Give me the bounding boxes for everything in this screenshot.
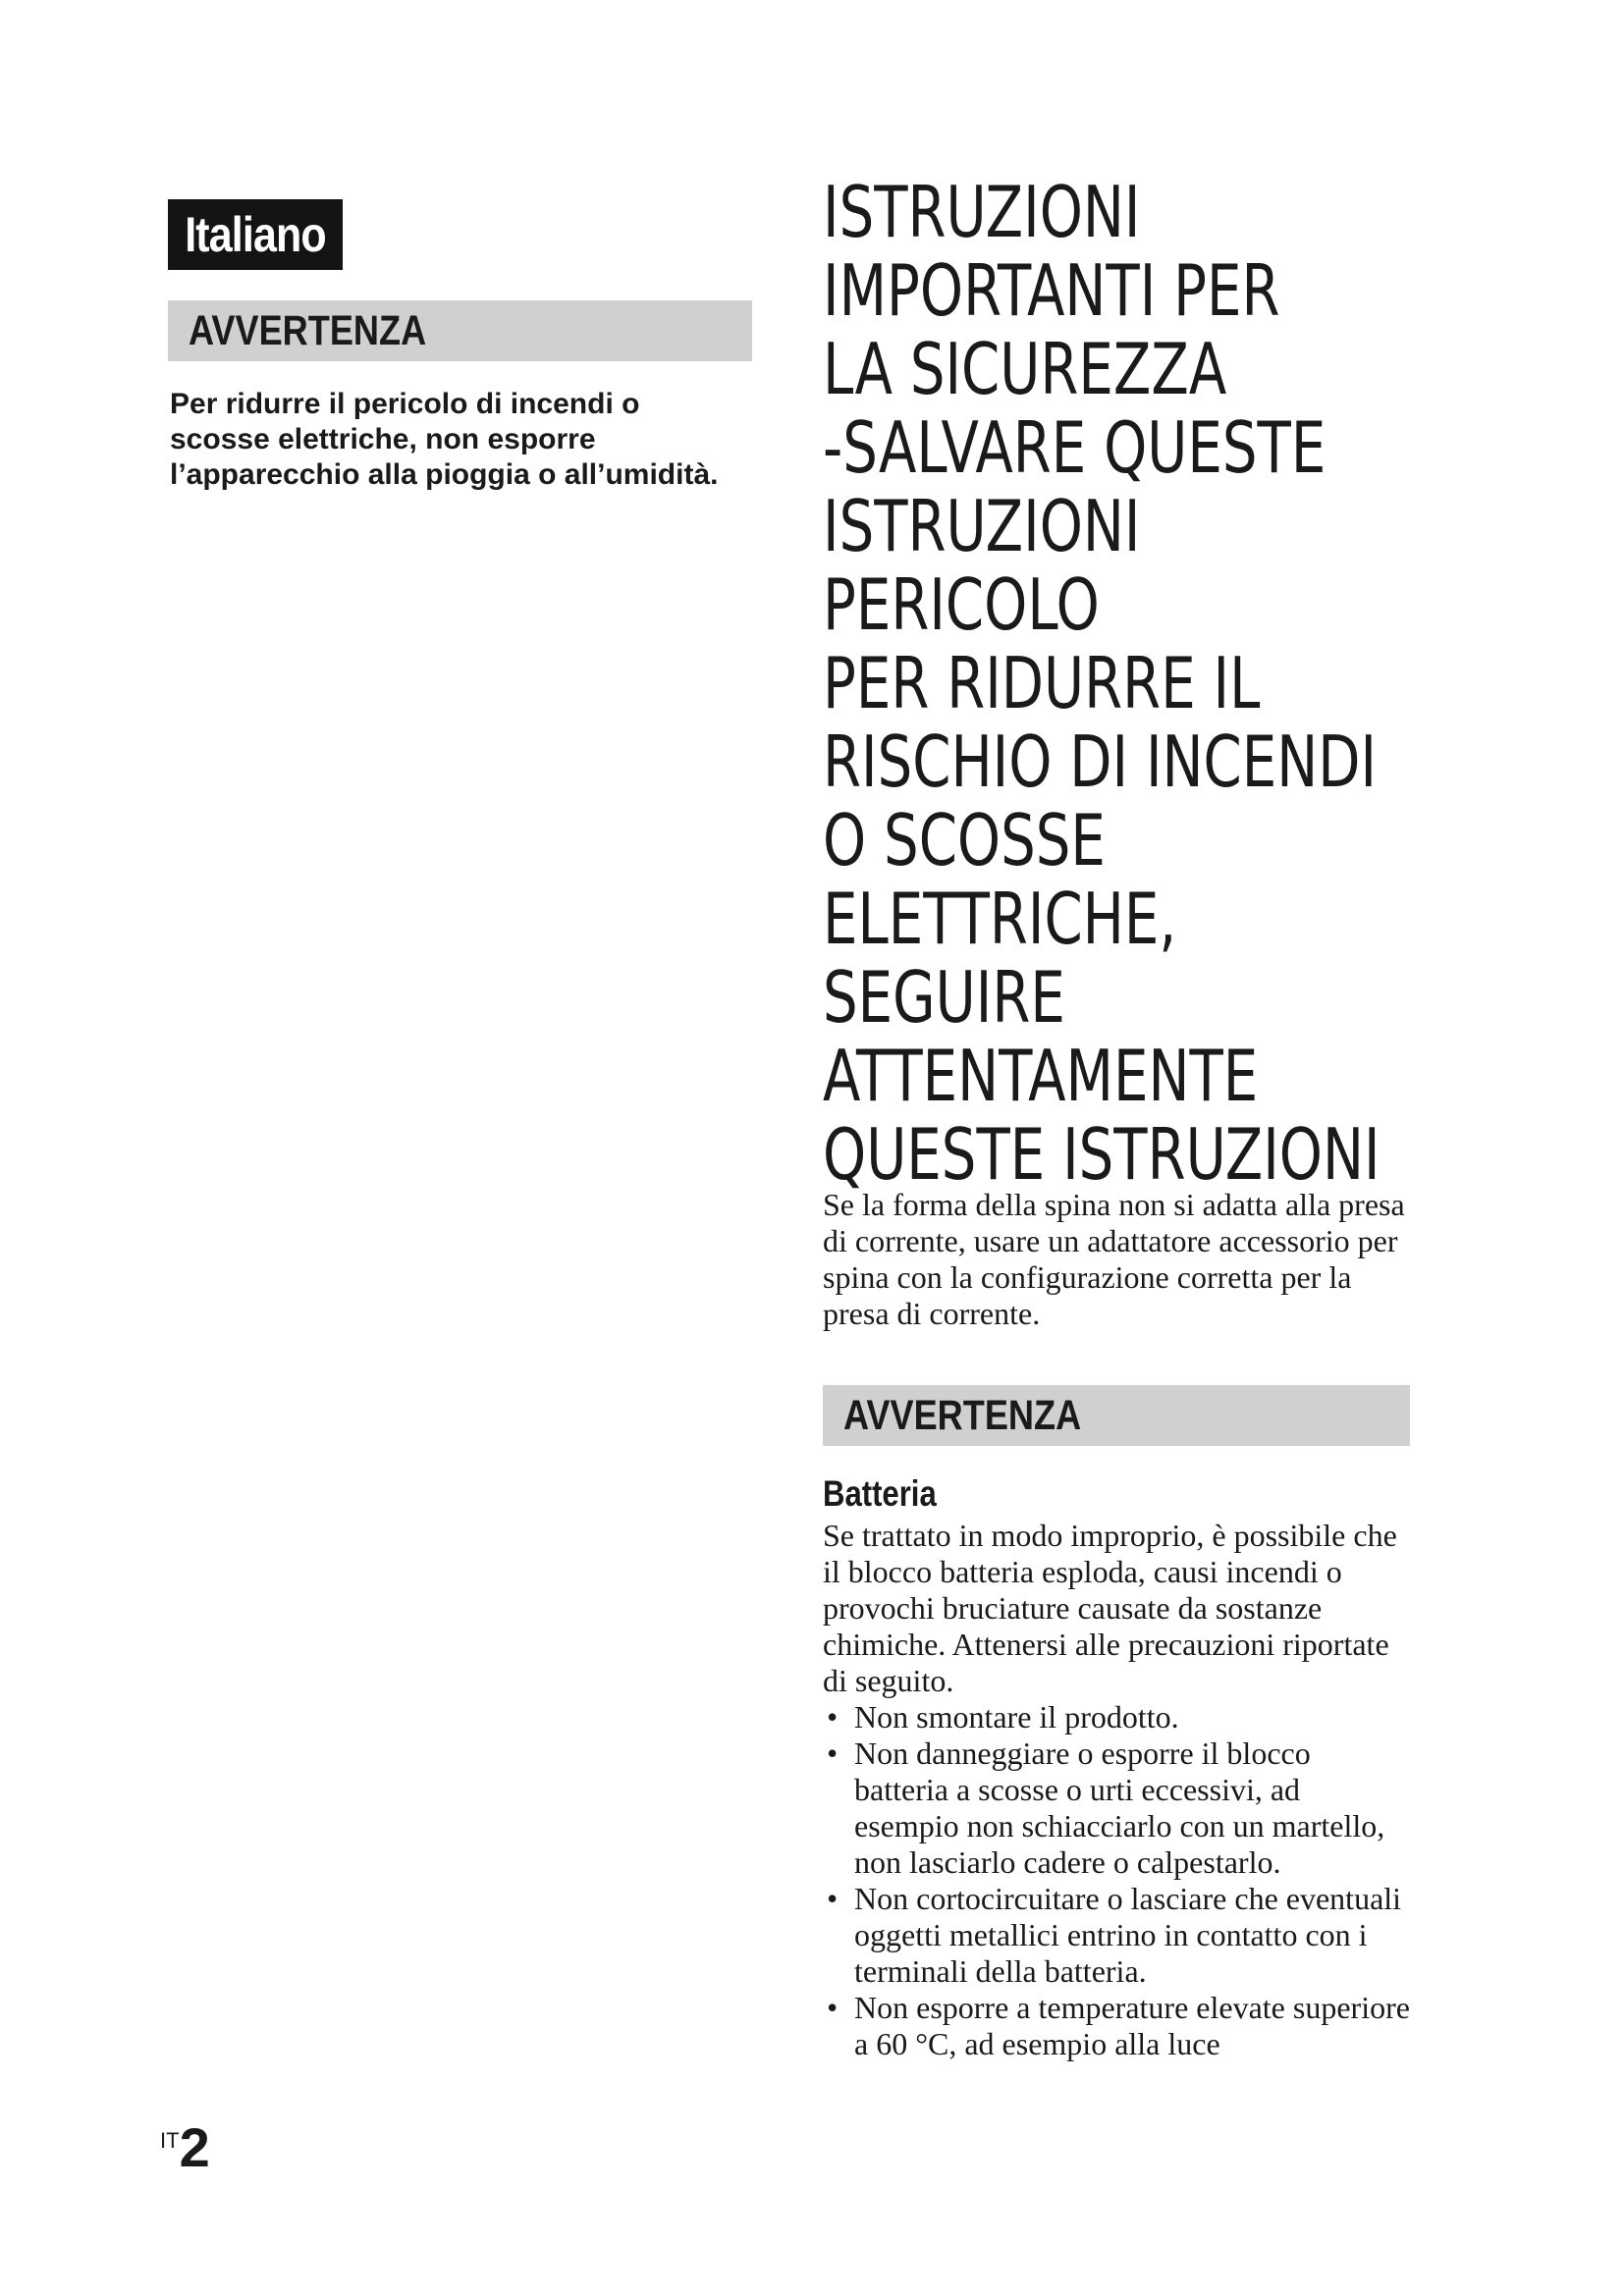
heading-line: ISTRUZIONI xyxy=(823,171,1141,253)
heading-line: LA SICUREZZA xyxy=(823,328,1227,410)
page-number-prefix: IT xyxy=(160,2128,180,2153)
heading-line: RISCHIO DI INCENDI xyxy=(823,721,1378,803)
heading-line: ELETTRICHE, xyxy=(823,878,1177,960)
battery-precautions-list xyxy=(823,1699,1412,2062)
battery-warning-heading-bar xyxy=(823,1385,1410,1446)
heading-line: O SCOSSE xyxy=(823,799,1106,881)
language-tab: Italiano xyxy=(168,199,343,270)
heading-line: IMPORTANTI PER xyxy=(823,249,1280,332)
heading-line: PER RIDURRE IL xyxy=(823,642,1261,724)
page-number xyxy=(160,2116,210,2178)
battery-paragraph: Se trattato in modo improprio, è possibile che il blocco batteria esploda, causi incendi o provochi bruciature causate da sostanze chimiche. Attenersi alle precauzioni riportate di seguito. xyxy=(823,1518,1397,1698)
battery-heading: Batteria xyxy=(823,1473,937,1514)
warning-text: Per ridurre il pericolo di incendi o scosse elettriche, non esporre l’apparecchio alla pioggia o all’umidità. xyxy=(170,388,719,491)
warning-heading: AVVERTENZA xyxy=(189,307,427,354)
list-item: • Non danneggiare o esporre il blocco batteria a scosse o urti eccessivi, ad esempio non schiacciarlo con un martello, non lasciarlo cadere o calpestarlo. xyxy=(823,1735,1412,1881)
warning-heading-bar xyxy=(168,300,752,361)
heading-line: ATTENTAMENTE xyxy=(823,1035,1259,1117)
safety-instructions-heading xyxy=(823,171,1380,1196)
list-item: • Non smontare il prodotto. xyxy=(823,1699,1412,1735)
heading-line: ISTRUZIONI xyxy=(823,485,1141,567)
warning-heading: AVVERTENZA xyxy=(843,1392,1082,1439)
list-item: • Non esporre a temperature elevate superiore a 60 °C, ad esempio alla luce xyxy=(823,1990,1412,2062)
heading-line: QUESTE ISTRUZIONI xyxy=(823,1113,1380,1196)
page-number-value: 2 xyxy=(179,2116,210,2178)
list-item: • Non cortocircuitare o lasciare che eventuali oggetti metallici entrino in contatto con i terminali della batteria. xyxy=(823,1881,1412,1990)
heading-line: -SALVARE QUESTE xyxy=(823,406,1326,489)
heading-line: PERICOLO xyxy=(823,563,1100,646)
plug-adapter-paragraph: Se la forma della spina non si adatta alla presa di corrente, usare un adattatore accessorio per spina con la configurazione corretta per la presa di corrente. xyxy=(823,1187,1405,1331)
heading-line: SEGUIRE xyxy=(823,956,1065,1039)
